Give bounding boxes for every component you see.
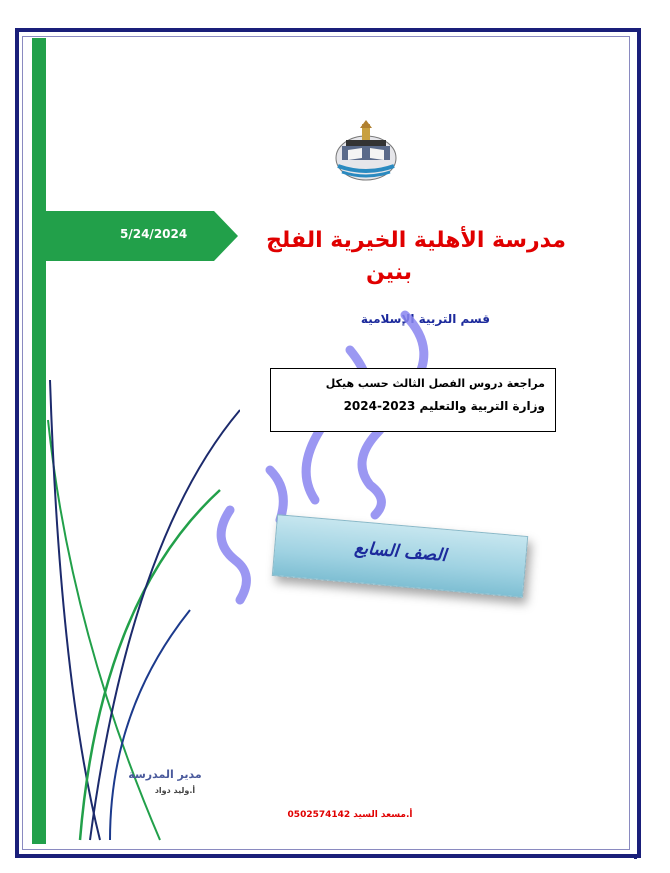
date-label: 5/24/2024: [120, 227, 188, 241]
school-name: مدرسة الأهلية الخيرية الفلج: [266, 228, 566, 253]
principal-title: مدير المدرسة: [128, 768, 202, 781]
department-label: قسم التربية الإسلامية: [360, 312, 490, 326]
review-subtitle: وزارة التربية والتعليم 2023-2024: [343, 399, 545, 413]
principal-name: أ.وليد دواد: [154, 786, 196, 795]
review-title: مراجعة دروس الفصل الثالث حسب هيكل: [325, 377, 545, 390]
grade-label: الصف السابع: [353, 538, 448, 566]
school-name-line2: بنين: [365, 260, 412, 285]
school-emblem-icon: [332, 120, 400, 182]
review-box: [270, 368, 556, 432]
teacher-contact: أ.مسعد السيد 0502574142: [287, 810, 413, 820]
corner-dot: [634, 856, 637, 859]
